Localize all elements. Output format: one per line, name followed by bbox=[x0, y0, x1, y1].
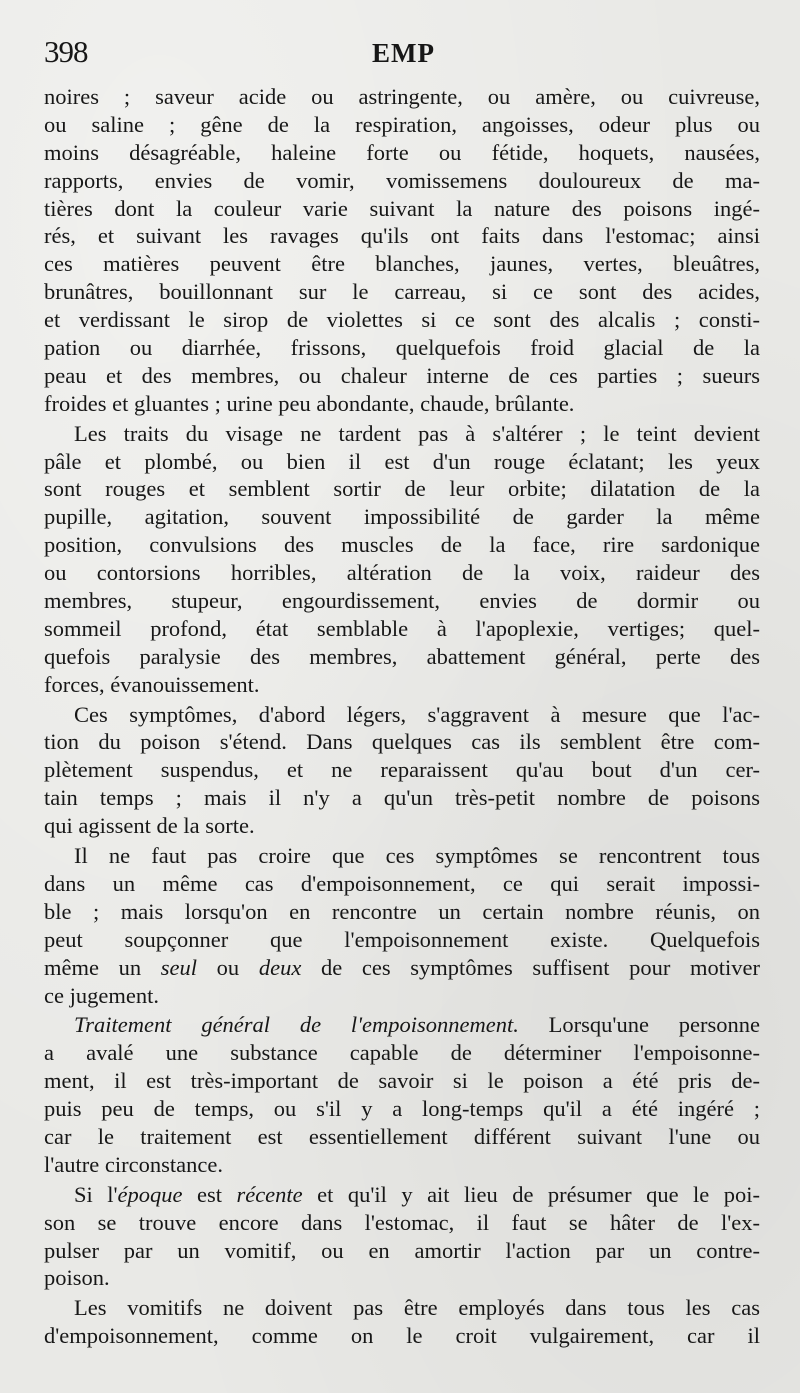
text-line: tières dont la couleur varie suivant la nature des poisons ingé- bbox=[44, 195, 760, 221]
text-run: de ces symptômes suffisent pour motiver bbox=[301, 954, 760, 980]
italic-run: récente bbox=[236, 1181, 303, 1207]
paragraph-start-line-with-italics bbox=[44, 1011, 760, 1039]
text-line: moins désagréable, haleine forte ou fétide, hoquets, nausées, bbox=[44, 139, 760, 165]
text-run: est bbox=[182, 1181, 237, 1207]
text-line: froides et gluantes ; urine peu abondante, chaude, brûlante. bbox=[44, 390, 575, 416]
text-line: brunâtres, bouillonnant sur le carreau, si ce sont des acides, bbox=[44, 279, 760, 305]
text-line: pation ou diarrhée, frissons, quelquefois froid glacial de la bbox=[44, 335, 760, 361]
text-line: peau et des membres, ou chaleur interne de ces parties ; sueurs bbox=[44, 362, 760, 388]
text-line-with-italics bbox=[44, 954, 760, 982]
text-line: ble ; mais lorsqu'on en rencontre un certain nombre réunis, on bbox=[44, 898, 760, 924]
text-line: a avalé une substance capable de déterminer l'empoisonne- bbox=[44, 1040, 760, 1066]
text-line: rés, et suivant les ravages qu'ils ont faits dans l'estomac; ainsi bbox=[44, 223, 760, 249]
text-run: ou bbox=[197, 954, 259, 980]
text-line: ce jugement. bbox=[44, 982, 159, 1008]
text-line: tion du poison s'étend. Dans quelques cas ils semblent être com- bbox=[44, 729, 760, 755]
text-line: sont rouges et semblent sortir de leur orbite; dilatation de la bbox=[44, 476, 760, 502]
text-run: même un bbox=[44, 954, 161, 980]
text-line: sommeil profond, état semblable à l'apoplexie, vertiges; quel- bbox=[44, 615, 760, 641]
text-line: l'autre circonstance. bbox=[44, 1151, 223, 1177]
text-line: ment, il est très-important de savoir si le poison a été pris de- bbox=[44, 1068, 760, 1094]
text-line: d'empoisonnement, comme on le croit vulgairement, car il bbox=[44, 1323, 760, 1349]
text-line: ces matières peuvent être blanches, jaunes, vertes, bleuâtres, bbox=[44, 251, 760, 277]
text-run: Lorsqu'une personne bbox=[518, 1012, 760, 1038]
running-head bbox=[44, 34, 760, 74]
text-line: pupille, agitation, souvent impossibilité de garder la même bbox=[44, 504, 760, 530]
running-title: EMP bbox=[372, 38, 435, 68]
italic-section-heading: Traitement général de l'empoisonnement. bbox=[74, 1012, 519, 1038]
text-line: poison. bbox=[44, 1265, 110, 1291]
italic-run: deux bbox=[258, 954, 302, 980]
text-line: quefois paralysie des membres, abattement général, perte des bbox=[44, 643, 760, 669]
paragraph-start-line: Il ne faut pas croire que ces symptômes se rencontrent tous bbox=[74, 843, 760, 869]
paragraph-start-line: Les vomitifs ne doivent pas être employés dans tous les cas bbox=[74, 1295, 760, 1321]
text-line: pulser par un vomitif, ou en amortir l'action par un contre- bbox=[44, 1237, 760, 1263]
italic-run: seul bbox=[160, 954, 198, 980]
text-line: ou contorsions horribles, altération de la voix, raideur des bbox=[44, 560, 760, 586]
paragraph-start-line-with-italics bbox=[44, 1181, 760, 1209]
text-line: plètement suspendus, et ne reparaissent qu'au bout d'un cer- bbox=[44, 757, 760, 783]
text-line: membres, stupeur, engourdissement, envies de dormir ou bbox=[44, 588, 760, 614]
text-line: peut soupçonner que l'empoisonnement existe. Quelquefois bbox=[44, 926, 760, 952]
text-run: et qu'il y ait lieu de présumer que le poi- bbox=[302, 1181, 760, 1207]
paragraph-start-line: Ces symptômes, d'abord légers, s'aggravent à mesure que l'ac- bbox=[74, 701, 760, 727]
page-number: 398 bbox=[44, 34, 88, 69]
text-line: noires ; saveur acide ou astringente, ou amère, ou cuivreuse, bbox=[44, 84, 760, 109]
text-line: puis peu de temps, ou s'il y a long-temps qu'il a été ingéré ; bbox=[44, 1096, 760, 1122]
body-text bbox=[44, 83, 760, 1350]
text-line: dans un même cas d'empoisonnement, ce qui serait impossi- bbox=[44, 870, 760, 896]
text-line: position, convulsions des muscles de la face, rire sardonique bbox=[44, 532, 760, 558]
text-line: et verdissant le sirop de violettes si ce sont des alcalis ; consti- bbox=[44, 307, 760, 333]
text-line: rapports, envies de vomir, vomissemens douloureux de ma- bbox=[44, 167, 760, 193]
text-line: car le traitement est essentiellement différent suivant l'une ou bbox=[44, 1123, 760, 1149]
text-run: Si l' bbox=[74, 1181, 118, 1207]
text-line: forces, évanouissement. bbox=[44, 671, 260, 697]
text-line: pâle et plombé, ou bien il est d'un rouge éclatant; les yeux bbox=[44, 448, 760, 474]
text-line: son se trouve encore dans l'estomac, il faut se hâter de l'ex- bbox=[44, 1209, 760, 1235]
italic-run: époque bbox=[117, 1181, 183, 1207]
paragraph-start-line: Les traits du visage ne tardent pas à s'altérer ; le teint devient bbox=[74, 420, 760, 446]
text-line: tain temps ; mais il n'y a qu'un très-petit nombre de poisons bbox=[44, 785, 760, 811]
text-line: qui agissent de la sorte. bbox=[44, 813, 255, 839]
text-line: ou saline ; gêne de la respiration, angoisses, odeur plus ou bbox=[44, 111, 760, 137]
